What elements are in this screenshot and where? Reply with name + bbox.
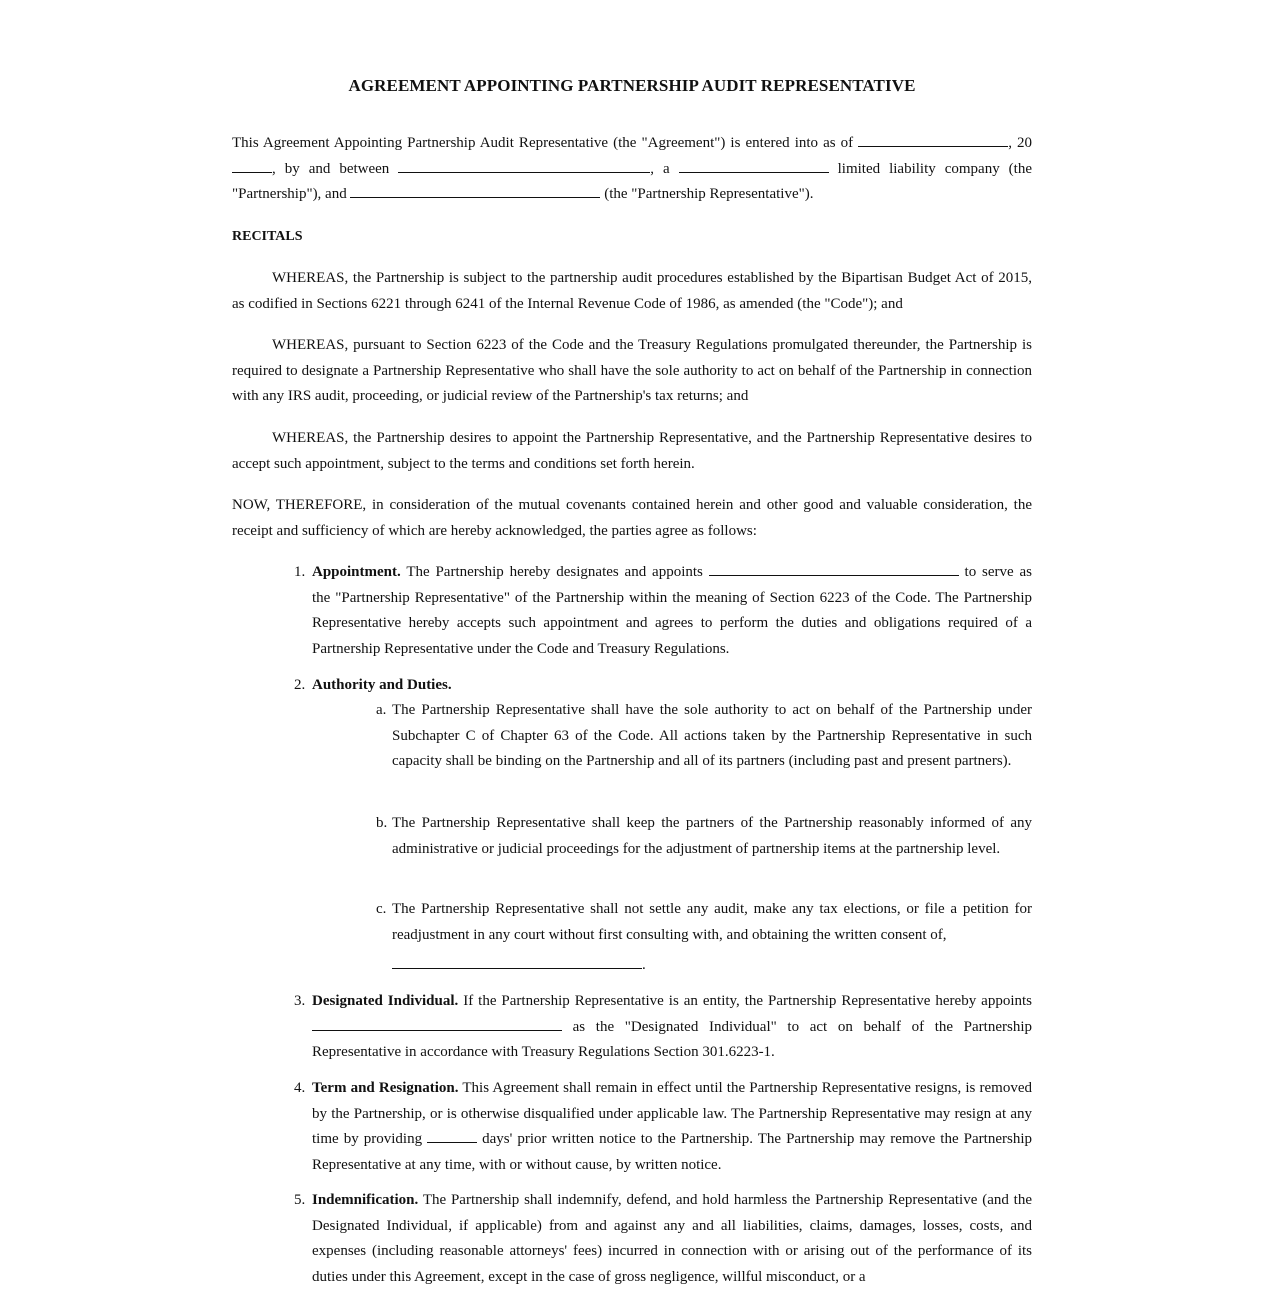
item-letter: a.	[376, 702, 387, 718]
appointee-blank[interactable]	[709, 561, 959, 576]
section-4: 4. Term and Resignation. This Agreement shall remain in effect until the Partnership Representative resigns, is removed by the Partnership, or is otherwise disqualified under applicable law. The Partnership Representative may resign at any time by providing days' prior written notice to the Partnership. The Partnership may remove the Partnership Representative at any time, with or without cause, by written notice.	[312, 1076, 1032, 1178]
item-letter: b.	[376, 815, 388, 831]
section-number: 1.	[294, 564, 306, 580]
section-number: 2.	[294, 677, 306, 693]
state-blank[interactable]	[679, 158, 829, 173]
section-heading: Designated Individual.	[312, 993, 459, 1009]
recitals-heading: RECITALS	[232, 229, 303, 244]
recital-1: WHEREAS, the Partnership is subject to the partnership audit procedures established by the Bipartisan Budget Act of 2015, as codified in Sections 6221 through 6241 of the Internal Revenue Code of 1986, as amended (the "Code"); and	[232, 270, 1032, 312]
recital-3: WHEREAS, the Partnership desires to appoint the Partnership Representative, and the Partnership Representative desires to accept such appointment, subject to the terms and conditions set forth herein.	[232, 430, 1032, 472]
section-1: 1. Appointment. The Partnership hereby designates and appoints to serve as the "Partnership Representative" of the Partnership within the meaning of Section 6223 of the Code. The Partnership Representative hereby accepts such appointment and agrees to perform the duties and obligations required of a Partnership Representative under the Code and Treasury Regulations.	[312, 560, 1032, 662]
now-therefore-paragraph: NOW, THEREFORE, in consideration of the mutual covenants contained herein and other good and valuable consideration, the receipt and sufficiency of which are hereby acknowledged, the parties agree as follows:	[232, 497, 1032, 539]
section-5: 5. Indemnification. The Partnership shall indemnify, defend, and hold harmless the Partnership Representative (and the Designated Individual, if applicable) from and against any and all liabilities, claims, damages, losses, costs, and expenses (including reasonable attorneys' fees) incurred in connection with or arising out of the performance of its duties under this Agreement, except in the case of gross negligence, willful misconduct, or a	[312, 1188, 1032, 1290]
notice-days-blank[interactable]	[427, 1128, 477, 1143]
representative-name-blank[interactable]	[350, 183, 600, 198]
partnership-name-blank[interactable]	[398, 158, 650, 173]
section-heading: Term and Resignation.	[312, 1080, 459, 1096]
section-3: 3. Designated Individual. If the Partnership Representative is an entity, the Partnership Representative hereby appoints as the "Designated Individual" to act on behalf of the Partnership Representative in accordance with Treasury Regulations Section 301.6223-1.	[312, 989, 1032, 1066]
recital-2: WHEREAS, pursuant to Section 6223 of the Code and the Treasury Regulations promulgated thereunder, the Partnership is required to designate a Partnership Representative who shall have the sole authority to act on behalf of the Partnership in connection with any IRS audit, proceeding, or judicial review of the Partnership's tax returns; and	[232, 337, 1032, 405]
section-2-item-b: b. The Partnership Representative shall keep the partners of the Partnership reasonably informed of any administrative or judicial proceedings for the adjustment of partnership items at the partnership level.	[392, 811, 1032, 862]
section-2-item-c: c. The Partnership Representative shall not settle any audit, make any tax elections, or file a petition for readjustment in any court without first consulting with, and obtaining the written consent of, .	[392, 897, 1032, 979]
intro-paragraph: This Agreement Appointing Partnership Audit Representative (the "Agreement") is entered into as of , 20, by and between , a limited liability company (the "Partnership"), and (the "Partnership Representative").	[232, 131, 1032, 208]
section-heading: Authority and Duties.	[312, 677, 452, 693]
year-blank[interactable]	[232, 158, 272, 173]
item-letter: c.	[376, 901, 387, 917]
consent-party-blank[interactable]	[392, 954, 642, 969]
section-number: 3.	[294, 993, 306, 1009]
section-heading: Appointment.	[312, 564, 401, 580]
section-heading: Indemnification.	[312, 1192, 419, 1208]
date-blank[interactable]	[858, 132, 1008, 147]
designated-individual-blank[interactable]	[312, 1016, 562, 1031]
document-title: AGREEMENT APPOINTING PARTNERSHIP AUDIT REPRESENTATIVE	[348, 76, 916, 95]
section-2-item-a: a. The Partnership Representative shall have the sole authority to act on behalf of the Partnership under Subchapter C of Chapter 63 of the Code. All actions taken by the Partnership Representative in such capacity shall be binding on the Partnership and all of its partners (including past and present partners).	[392, 698, 1032, 775]
section-number: 5.	[294, 1192, 306, 1208]
section-number: 4.	[294, 1080, 306, 1096]
section-2	[294, 673, 1032, 699]
